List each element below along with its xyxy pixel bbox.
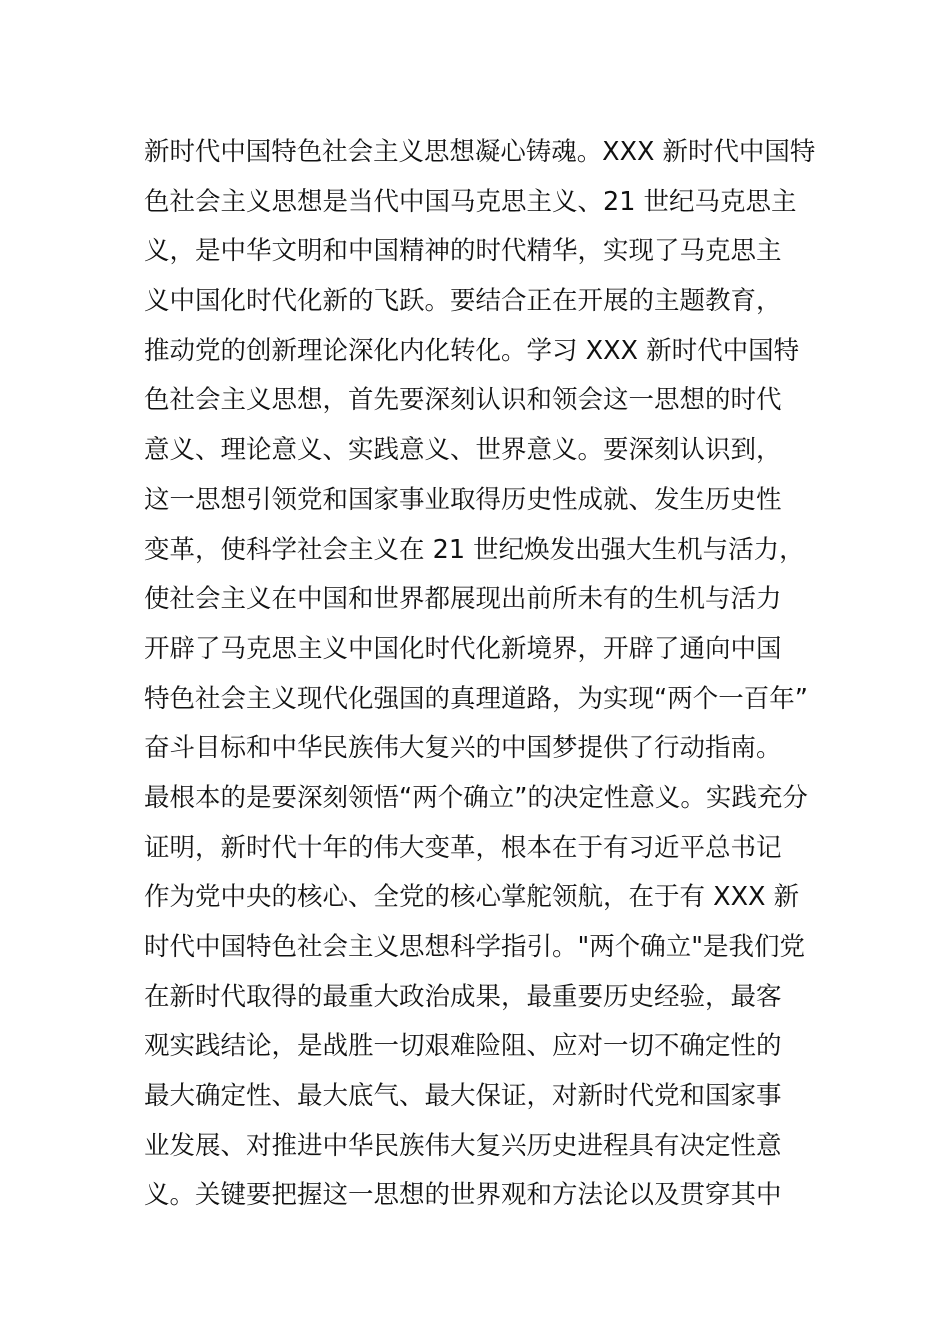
text-line: 时代中国特色社会主义思想科学指引。"两个确立"是我们党 xyxy=(144,932,805,962)
text-line: 意义、理论意义、实践意义、世界意义。要深刻认识到， xyxy=(144,435,782,466)
text-line: 新时代中国特色社会主义思想凝心铸魂。XXX 新时代中国特 xyxy=(144,137,816,167)
text-line: 奋斗目标和中华民族伟大复兴的中国梦提供了行动指南。 xyxy=(144,733,782,764)
text-line: 变革，使科学社会主义在 21 世纪焕发出强大生机与活力， xyxy=(144,534,805,565)
body-paragraph xyxy=(144,128,816,1221)
text-line: 义，是中华文明和中国精神的时代精华，实现了马克思主 xyxy=(144,236,782,267)
text-line: 义中国化时代化新的飞跃。要结合正在开展的主题教育， xyxy=(144,286,782,317)
text-line: 最根本的是要深刻领悟“两个确立”的决定性意义。实践充分 xyxy=(144,782,808,813)
text-line: 观实践结论，是战胜一切艰难险阻、应对一切不确定性的 xyxy=(144,1031,782,1062)
text-line: 最大确定性、最大底气、最大保证，对新时代党和国家事 xyxy=(144,1081,782,1112)
text-line: 这一思想引领党和国家事业取得历史性成就、发生历史性 xyxy=(144,484,782,515)
text-line: 业发展、对推进中华民族伟大复兴历史进程具有决定性意 xyxy=(144,1130,782,1161)
text-line: 义。关键要把握这一思想的世界观和方法论以及贯穿其中 xyxy=(144,1180,782,1211)
text-line: 开辟了马克思主义中国化时代化新境界，开辟了通向中国 xyxy=(144,633,782,664)
text-line: 作为党中央的核心、全党的核心掌舵领航，在于有 XXX 新 xyxy=(144,882,800,913)
text-line: 使社会主义在中国和世界都展现出前所未有的生机与活力 xyxy=(144,584,782,615)
text-line: 特色社会主义现代化强国的真理道路，为实现“两个一百年” xyxy=(144,683,808,714)
text-line: 色社会主义思想是当代中国马克思主义、21 世纪马克思主 xyxy=(144,186,797,217)
text-line: 推动党的创新理论深化内化转化。学习 XXX 新时代中国特 xyxy=(144,335,800,366)
text-line: 在新时代取得的最重大政治成果，最重要历史经验，最客 xyxy=(144,981,782,1012)
text-line: 证明，新时代十年的伟大变革，根本在于有习近平总书记 xyxy=(144,832,782,863)
text-line: 色社会主义思想，首先要深刻认识和领会这一思想的时代 xyxy=(144,385,782,416)
